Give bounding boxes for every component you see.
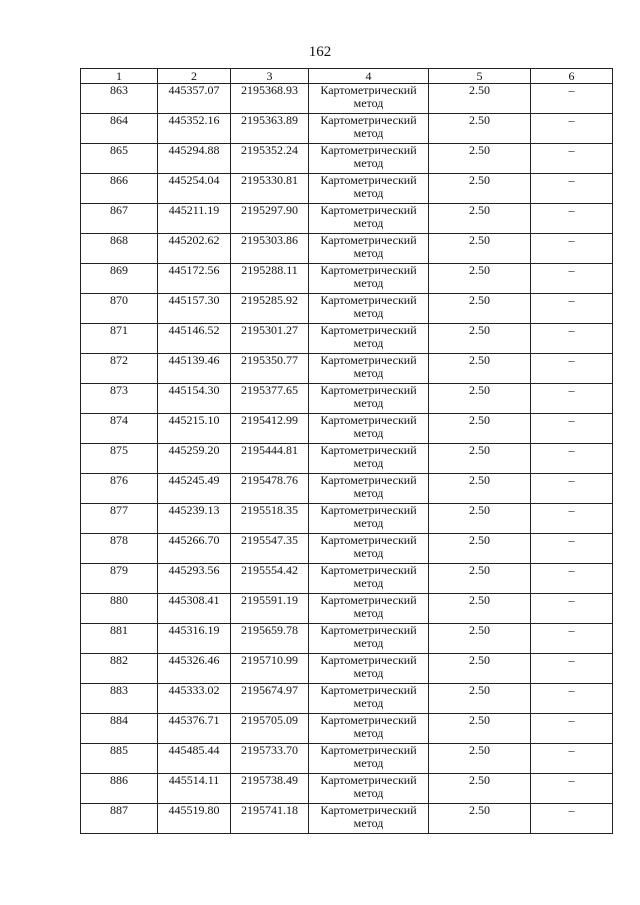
table-row (81, 84, 613, 114)
y-coordinate-cell: 2195330.81 (231, 174, 309, 204)
y-coordinate-cell: 2195554.42 (231, 564, 309, 594)
precision-cell: 2.50 (429, 774, 531, 804)
table-row (81, 414, 613, 444)
method-line-2: метод (353, 246, 384, 260)
x-coordinate-cell: 445202.62 (158, 234, 231, 264)
precision-cell: 2.50 (429, 264, 531, 294)
precision-cell: 2.50 (429, 84, 531, 114)
method-line-1: Картометрический (320, 623, 417, 637)
point-number-cell: 876 (81, 474, 158, 504)
description-cell: – (531, 384, 613, 414)
y-coordinate-cell: 2195591.19 (231, 594, 309, 624)
x-coordinate-cell: 445157.30 (158, 294, 231, 324)
precision-cell: 2.50 (429, 564, 531, 594)
precision-cell: 2.50 (429, 354, 531, 384)
point-number-cell: 866 (81, 174, 158, 204)
description-cell: – (531, 84, 613, 114)
x-coordinate-cell: 445215.10 (158, 414, 231, 444)
method-line-1: Картометрический (320, 773, 417, 787)
description-cell: – (531, 684, 613, 714)
method-line-2: метод (353, 816, 384, 830)
x-coordinate-cell: 445294.88 (158, 144, 231, 174)
point-number-cell: 881 (81, 624, 158, 654)
method-line-1: Картометрический (320, 323, 417, 337)
description-cell: – (531, 264, 613, 294)
method-cell (309, 234, 429, 264)
y-coordinate-cell: 2195733.70 (231, 744, 309, 774)
method-line-1: Картометрический (320, 413, 417, 427)
y-coordinate-cell: 2195741.18 (231, 804, 309, 834)
precision-cell: 2.50 (429, 414, 531, 444)
method-line-2: метод (353, 126, 384, 140)
point-number-cell: 869 (81, 264, 158, 294)
table-row (81, 324, 613, 354)
precision-cell: 2.50 (429, 474, 531, 504)
method-cell (309, 294, 429, 324)
precision-cell: 2.50 (429, 324, 531, 354)
table-row (81, 654, 613, 684)
precision-cell: 2.50 (429, 654, 531, 684)
table-row (81, 624, 613, 654)
method-line-1: Картометрический (320, 803, 417, 817)
method-line-1: Картометрический (320, 173, 417, 187)
description-cell: – (531, 594, 613, 624)
y-coordinate-cell: 2195288.11 (231, 264, 309, 294)
precision-cell: 2.50 (429, 744, 531, 774)
method-cell (309, 174, 429, 204)
point-number-cell: 884 (81, 714, 158, 744)
table-row (81, 804, 613, 834)
x-coordinate-cell: 445211.19 (158, 204, 231, 234)
point-number-cell: 874 (81, 414, 158, 444)
description-cell: – (531, 624, 613, 654)
description-cell: – (531, 354, 613, 384)
point-number-cell: 886 (81, 774, 158, 804)
method-cell (309, 624, 429, 654)
description-cell: – (531, 534, 613, 564)
method-cell (309, 564, 429, 594)
description-cell: – (531, 774, 613, 804)
y-coordinate-cell: 2195285.92 (231, 294, 309, 324)
y-coordinate-cell: 2195303.86 (231, 234, 309, 264)
method-line-2: метод (353, 216, 384, 230)
method-line-2: метод (353, 726, 384, 740)
method-cell (309, 744, 429, 774)
x-coordinate-cell: 445308.41 (158, 594, 231, 624)
method-line-2: метод (353, 186, 384, 200)
method-line-2: метод (353, 306, 384, 320)
y-coordinate-cell: 2195368.93 (231, 84, 309, 114)
method-line-1: Картометрический (320, 713, 417, 727)
method-line-2: метод (353, 696, 384, 710)
point-number-cell: 883 (81, 684, 158, 714)
table-row (81, 444, 613, 474)
method-cell (309, 324, 429, 354)
x-coordinate-cell: 445326.46 (158, 654, 231, 684)
method-cell (309, 264, 429, 294)
column-header-6: 6 (531, 69, 613, 84)
method-cell (309, 714, 429, 744)
column-header-1: 1 (81, 69, 158, 84)
description-cell: – (531, 144, 613, 174)
method-line-1: Картометрический (320, 563, 417, 577)
point-number-cell: 868 (81, 234, 158, 264)
x-coordinate-cell: 445154.30 (158, 384, 231, 414)
table-row (81, 144, 613, 174)
table-row (81, 384, 613, 414)
description-cell: – (531, 744, 613, 774)
method-line-1: Картометрический (320, 683, 417, 697)
description-cell: – (531, 444, 613, 474)
method-cell (309, 204, 429, 234)
method-line-2: метод (353, 336, 384, 350)
table-row (81, 294, 613, 324)
table-row (81, 114, 613, 144)
point-number-cell: 864 (81, 114, 158, 144)
method-line-2: метод (353, 576, 384, 590)
x-coordinate-cell: 445139.46 (158, 354, 231, 384)
x-coordinate-cell: 445245.49 (158, 474, 231, 504)
y-coordinate-cell: 2195547.35 (231, 534, 309, 564)
description-cell: – (531, 654, 613, 684)
point-number-cell: 879 (81, 564, 158, 594)
x-coordinate-cell: 445485.44 (158, 744, 231, 774)
precision-cell: 2.50 (429, 684, 531, 714)
precision-cell: 2.50 (429, 714, 531, 744)
precision-cell: 2.50 (429, 294, 531, 324)
method-cell (309, 384, 429, 414)
y-coordinate-cell: 2195659.78 (231, 624, 309, 654)
x-coordinate-cell: 445376.71 (158, 714, 231, 744)
x-coordinate-cell: 445333.02 (158, 684, 231, 714)
precision-cell: 2.50 (429, 444, 531, 474)
method-line-1: Картометрический (320, 143, 417, 157)
description-cell: – (531, 234, 613, 264)
description-cell: – (531, 504, 613, 534)
precision-cell: 2.50 (429, 594, 531, 624)
method-line-1: Картометрический (320, 503, 417, 517)
method-line-2: метод (353, 636, 384, 650)
precision-cell: 2.50 (429, 174, 531, 204)
point-number-cell: 878 (81, 534, 158, 564)
column-header-4: 4 (309, 69, 429, 84)
method-line-2: метод (353, 396, 384, 410)
method-cell (309, 414, 429, 444)
point-number-cell: 887 (81, 804, 158, 834)
x-coordinate-cell: 445293.56 (158, 564, 231, 594)
column-header-2: 2 (158, 69, 231, 84)
point-number-cell: 870 (81, 294, 158, 324)
method-line-2: метод (353, 96, 384, 110)
point-number-cell: 867 (81, 204, 158, 234)
column-header-3: 3 (231, 69, 309, 84)
point-number-cell: 877 (81, 504, 158, 534)
method-line-2: метод (353, 426, 384, 440)
precision-cell: 2.50 (429, 534, 531, 564)
method-line-2: метод (353, 276, 384, 290)
method-line-1: Картометрический (320, 353, 417, 367)
point-number-cell: 882 (81, 654, 158, 684)
description-cell: – (531, 564, 613, 594)
point-number-cell: 871 (81, 324, 158, 354)
description-cell: – (531, 294, 613, 324)
page-number: 162 (308, 44, 332, 60)
method-cell (309, 684, 429, 714)
y-coordinate-cell: 2195412.99 (231, 414, 309, 444)
method-cell (309, 144, 429, 174)
description-cell: – (531, 804, 613, 834)
method-line-2: метод (353, 456, 384, 470)
x-coordinate-cell: 445514.11 (158, 774, 231, 804)
precision-cell: 2.50 (429, 504, 531, 534)
method-line-1: Картометрический (320, 473, 417, 487)
method-line-1: Картометрический (320, 233, 417, 247)
method-line-2: метод (353, 156, 384, 170)
table-row (81, 504, 613, 534)
x-coordinate-cell: 445239.13 (158, 504, 231, 534)
method-line-2: метод (353, 486, 384, 500)
precision-cell: 2.50 (429, 384, 531, 414)
x-coordinate-cell: 445357.07 (158, 84, 231, 114)
description-cell: – (531, 714, 613, 744)
y-coordinate-cell: 2195518.35 (231, 504, 309, 534)
method-cell (309, 114, 429, 144)
y-coordinate-cell: 2195350.77 (231, 354, 309, 384)
y-coordinate-cell: 2195738.49 (231, 774, 309, 804)
precision-cell: 2.50 (429, 234, 531, 264)
method-line-1: Картометрический (320, 263, 417, 277)
x-coordinate-cell: 445146.52 (158, 324, 231, 354)
point-number-cell: 873 (81, 384, 158, 414)
method-line-2: метод (353, 546, 384, 560)
precision-cell: 2.50 (429, 114, 531, 144)
x-coordinate-cell: 445316.19 (158, 624, 231, 654)
method-line-1: Картометрический (320, 83, 417, 97)
method-line-2: метод (353, 756, 384, 770)
table-row (81, 714, 613, 744)
y-coordinate-cell: 2195478.76 (231, 474, 309, 504)
description-cell: – (531, 174, 613, 204)
y-coordinate-cell: 2195674.97 (231, 684, 309, 714)
method-cell (309, 534, 429, 564)
table-body (81, 84, 613, 834)
method-line-2: метод (353, 366, 384, 380)
description-cell: – (531, 204, 613, 234)
method-cell (309, 654, 429, 684)
method-cell (309, 504, 429, 534)
table-row (81, 234, 613, 264)
table-row (81, 744, 613, 774)
method-line-1: Картометрический (320, 113, 417, 127)
table-row (81, 684, 613, 714)
description-cell: – (531, 414, 613, 444)
x-coordinate-cell: 445352.16 (158, 114, 231, 144)
method-cell (309, 354, 429, 384)
column-header-5: 5 (429, 69, 531, 84)
method-line-1: Картометрический (320, 743, 417, 757)
description-cell: – (531, 474, 613, 504)
method-cell (309, 774, 429, 804)
table-row (81, 474, 613, 504)
header-row (81, 69, 613, 84)
precision-cell: 2.50 (429, 624, 531, 654)
precision-cell: 2.50 (429, 144, 531, 174)
table-row (81, 594, 613, 624)
y-coordinate-cell: 2195377.65 (231, 384, 309, 414)
point-number-cell: 863 (81, 84, 158, 114)
x-coordinate-cell: 445254.04 (158, 174, 231, 204)
x-coordinate-cell: 445172.56 (158, 264, 231, 294)
table-row (81, 534, 613, 564)
y-coordinate-cell: 2195297.90 (231, 204, 309, 234)
coordinates-table (80, 68, 613, 834)
method-cell (309, 804, 429, 834)
method-line-2: метод (353, 606, 384, 620)
precision-cell: 2.50 (429, 204, 531, 234)
method-cell (309, 84, 429, 114)
y-coordinate-cell: 2195352.24 (231, 144, 309, 174)
table-row (81, 264, 613, 294)
y-coordinate-cell: 2195444.81 (231, 444, 309, 474)
x-coordinate-cell: 445266.70 (158, 534, 231, 564)
method-cell (309, 594, 429, 624)
point-number-cell: 865 (81, 144, 158, 174)
x-coordinate-cell: 445519.80 (158, 804, 231, 834)
y-coordinate-cell: 2195301.27 (231, 324, 309, 354)
y-coordinate-cell: 2195710.99 (231, 654, 309, 684)
description-cell: – (531, 114, 613, 144)
y-coordinate-cell: 2195705.09 (231, 714, 309, 744)
y-coordinate-cell: 2195363.89 (231, 114, 309, 144)
method-line-1: Картометрический (320, 293, 417, 307)
point-number-cell: 872 (81, 354, 158, 384)
x-coordinate-cell: 445259.20 (158, 444, 231, 474)
method-line-1: Картометрический (320, 593, 417, 607)
table-row (81, 204, 613, 234)
description-cell: – (531, 324, 613, 354)
method-line-2: метод (353, 666, 384, 680)
table-row (81, 174, 613, 204)
table-row (81, 354, 613, 384)
method-line-1: Картометрический (320, 203, 417, 217)
method-line-2: метод (353, 786, 384, 800)
method-line-1: Картометрический (320, 383, 417, 397)
method-line-1: Картометрический (320, 533, 417, 547)
precision-cell: 2.50 (429, 804, 531, 834)
method-cell (309, 444, 429, 474)
point-number-cell: 875 (81, 444, 158, 474)
table-row (81, 774, 613, 804)
method-line-1: Картометрический (320, 653, 417, 667)
method-line-1: Картометрический (320, 443, 417, 457)
table-header (81, 69, 613, 84)
point-number-cell: 880 (81, 594, 158, 624)
method-cell (309, 474, 429, 504)
point-number-cell: 885 (81, 744, 158, 774)
table-row (81, 564, 613, 594)
method-line-2: метод (353, 516, 384, 530)
